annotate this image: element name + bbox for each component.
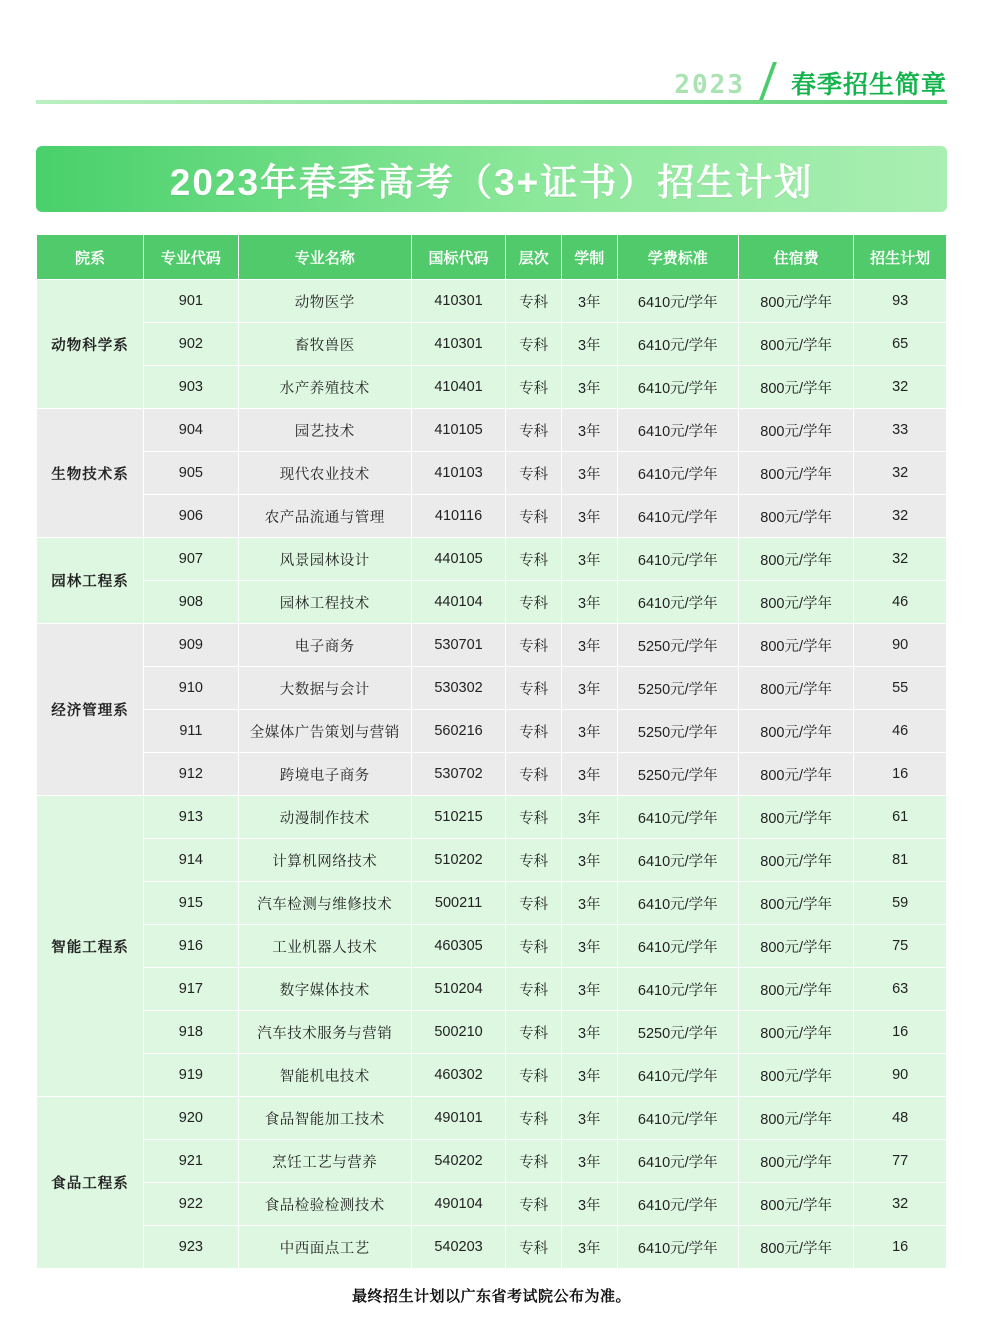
- table-header-row: [37, 235, 947, 280]
- level-cell: 专科: [506, 366, 562, 409]
- major-code-cell: 909: [144, 624, 239, 667]
- quota-cell: 61: [854, 796, 947, 839]
- duration-cell: 3年: [561, 624, 617, 667]
- major-code-cell: 907: [144, 538, 239, 581]
- department-cell: 经济管理系: [37, 624, 144, 796]
- quota-cell: 32: [854, 366, 947, 409]
- duration-cell: 3年: [561, 1183, 617, 1226]
- footnote: 最终招生计划以广东省考试院公布为准。: [351, 1288, 631, 1305]
- major-code-cell: 910: [144, 667, 239, 710]
- quota-cell: 33: [854, 409, 947, 452]
- level-cell: 专科: [506, 452, 562, 495]
- tuition-cell: 5250元/学年: [617, 753, 738, 796]
- slash-icon: [757, 64, 779, 98]
- duration-cell: 3年: [561, 968, 617, 1011]
- major-name-cell: 食品智能加工技术: [238, 1097, 411, 1140]
- dorm-fee-cell: 800元/学年: [739, 753, 854, 796]
- major-code-cell: 904: [144, 409, 239, 452]
- tuition-cell: 6410元/学年: [617, 1226, 738, 1269]
- tuition-cell: 5250元/学年: [617, 1011, 738, 1054]
- col-dept: 院系: [37, 235, 144, 280]
- table-row: [37, 366, 947, 409]
- national-code-cell: 530701: [411, 624, 506, 667]
- major-code-cell: 905: [144, 452, 239, 495]
- major-code-cell: 923: [144, 1226, 239, 1269]
- level-cell: 专科: [506, 1054, 562, 1097]
- major-name-cell: 汽车技术服务与营销: [238, 1011, 411, 1054]
- major-name-cell: 电子商务: [238, 624, 411, 667]
- tuition-cell: 6410元/学年: [617, 323, 738, 366]
- tuition-cell: 6410元/学年: [617, 495, 738, 538]
- dorm-fee-cell: 800元/学年: [739, 366, 854, 409]
- major-code-cell: 911: [144, 710, 239, 753]
- national-code-cell: 410116: [411, 495, 506, 538]
- table-row: [37, 1011, 947, 1054]
- major-code-cell: 918: [144, 1011, 239, 1054]
- major-name-cell: 汽车检测与维修技术: [238, 882, 411, 925]
- major-name-cell: 数字媒体技术: [238, 968, 411, 1011]
- dorm-fee-cell: 800元/学年: [739, 667, 854, 710]
- header-year: 2023: [674, 70, 745, 100]
- level-cell: 专科: [506, 1140, 562, 1183]
- duration-cell: 3年: [561, 323, 617, 366]
- major-code-cell: 903: [144, 366, 239, 409]
- level-cell: 专科: [506, 882, 562, 925]
- table-row: [37, 280, 947, 323]
- level-cell: 专科: [506, 1226, 562, 1269]
- dorm-fee-cell: 800元/学年: [739, 1140, 854, 1183]
- dorm-fee-cell: 800元/学年: [739, 882, 854, 925]
- dorm-fee-cell: 800元/学年: [739, 796, 854, 839]
- quota-cell: 77: [854, 1140, 947, 1183]
- duration-cell: 3年: [561, 796, 617, 839]
- table-row: [37, 1140, 947, 1183]
- level-cell: 专科: [506, 839, 562, 882]
- level-cell: 专科: [506, 280, 562, 323]
- level-cell: 专科: [506, 538, 562, 581]
- tuition-cell: 6410元/学年: [617, 452, 738, 495]
- table-row: [37, 753, 947, 796]
- level-cell: 专科: [506, 495, 562, 538]
- banner-title: 2023年春季高考（3+证书）招生计划: [169, 162, 814, 203]
- major-code-cell: 921: [144, 1140, 239, 1183]
- duration-cell: 3年: [561, 1140, 617, 1183]
- major-name-cell: 中西面点工艺: [238, 1226, 411, 1269]
- national-code-cell: 460302: [411, 1054, 506, 1097]
- quota-cell: 32: [854, 538, 947, 581]
- level-cell: 专科: [506, 1011, 562, 1054]
- national-code-cell: 540202: [411, 1140, 506, 1183]
- col-national-code: 国标代码: [411, 235, 506, 280]
- major-code-cell: 912: [144, 753, 239, 796]
- major-code-cell: 922: [144, 1183, 239, 1226]
- dorm-fee-cell: 800元/学年: [739, 1097, 854, 1140]
- quota-cell: 93: [854, 280, 947, 323]
- col-quota: 招生计划: [854, 235, 947, 280]
- quota-cell: 63: [854, 968, 947, 1011]
- page-header: [0, 0, 983, 110]
- table-row: [37, 495, 947, 538]
- quota-cell: 90: [854, 624, 947, 667]
- table-row: [37, 667, 947, 710]
- table-body: [37, 280, 947, 1269]
- quota-cell: 55: [854, 667, 947, 710]
- duration-cell: 3年: [561, 925, 617, 968]
- quota-cell: 65: [854, 323, 947, 366]
- major-code-cell: 916: [144, 925, 239, 968]
- dorm-fee-cell: 800元/学年: [739, 710, 854, 753]
- col-major-code: 专业代码: [144, 235, 239, 280]
- table-row: [37, 882, 947, 925]
- major-code-cell: 906: [144, 495, 239, 538]
- dorm-fee-cell: 800元/学年: [739, 538, 854, 581]
- dorm-fee-cell: 800元/学年: [739, 452, 854, 495]
- dorm-fee-cell: 800元/学年: [739, 925, 854, 968]
- major-code-cell: 917: [144, 968, 239, 1011]
- tuition-cell: 6410元/学年: [617, 280, 738, 323]
- major-code-cell: 901: [144, 280, 239, 323]
- national-code-cell: 500211: [411, 882, 506, 925]
- department-cell: 园林工程系: [37, 538, 144, 624]
- level-cell: 专科: [506, 624, 562, 667]
- quota-cell: 75: [854, 925, 947, 968]
- table-row: [37, 581, 947, 624]
- level-cell: 专科: [506, 1097, 562, 1140]
- duration-cell: 3年: [561, 753, 617, 796]
- table-row: [37, 1097, 947, 1140]
- duration-cell: 3年: [561, 1011, 617, 1054]
- major-code-cell: 914: [144, 839, 239, 882]
- table-row: [37, 538, 947, 581]
- table-row: [37, 839, 947, 882]
- header-divider: [36, 100, 947, 104]
- national-code-cell: 510204: [411, 968, 506, 1011]
- col-duration: 学制: [561, 235, 617, 280]
- tuition-cell: 6410元/学年: [617, 882, 738, 925]
- tuition-cell: 6410元/学年: [617, 581, 738, 624]
- quota-cell: 90: [854, 1054, 947, 1097]
- quota-cell: 81: [854, 839, 947, 882]
- major-name-cell: 计算机网络技术: [238, 839, 411, 882]
- national-code-cell: 540203: [411, 1226, 506, 1269]
- tuition-cell: 5250元/学年: [617, 624, 738, 667]
- col-major-name: 专业名称: [238, 235, 411, 280]
- table-row: [37, 409, 947, 452]
- dorm-fee-cell: 800元/学年: [739, 839, 854, 882]
- major-name-cell: 智能机电技术: [238, 1054, 411, 1097]
- quota-cell: 16: [854, 753, 947, 796]
- dorm-fee-cell: 800元/学年: [739, 1183, 854, 1226]
- level-cell: 专科: [506, 968, 562, 1011]
- major-name-cell: 大数据与会计: [238, 667, 411, 710]
- table-row: [37, 925, 947, 968]
- dorm-fee-cell: 800元/学年: [739, 495, 854, 538]
- level-cell: 专科: [506, 796, 562, 839]
- department-cell: 动物科学系: [37, 280, 144, 409]
- header-brand: [674, 64, 947, 98]
- table-row: [37, 1226, 947, 1269]
- major-name-cell: 全媒体广告策划与营销: [238, 710, 411, 753]
- quota-cell: 16: [854, 1226, 947, 1269]
- col-level: 层次: [506, 235, 562, 280]
- department-cell: 生物技术系: [37, 409, 144, 538]
- national-code-cell: 490104: [411, 1183, 506, 1226]
- dorm-fee-cell: 800元/学年: [739, 323, 854, 366]
- level-cell: 专科: [506, 1183, 562, 1226]
- dorm-fee-cell: 800元/学年: [739, 280, 854, 323]
- level-cell: 专科: [506, 667, 562, 710]
- quota-cell: 46: [854, 710, 947, 753]
- major-code-cell: 902: [144, 323, 239, 366]
- national-code-cell: 560216: [411, 710, 506, 753]
- major-name-cell: 食品检验检测技术: [238, 1183, 411, 1226]
- duration-cell: 3年: [561, 538, 617, 581]
- tuition-cell: 6410元/学年: [617, 409, 738, 452]
- level-cell: 专科: [506, 925, 562, 968]
- major-code-cell: 908: [144, 581, 239, 624]
- national-code-cell: 460305: [411, 925, 506, 968]
- national-code-cell: 410103: [411, 452, 506, 495]
- duration-cell: 3年: [561, 366, 617, 409]
- major-name-cell: 动漫制作技术: [238, 796, 411, 839]
- quota-cell: 32: [854, 452, 947, 495]
- quota-cell: 16: [854, 1011, 947, 1054]
- national-code-cell: 510215: [411, 796, 506, 839]
- admission-plan-table: [36, 234, 947, 1269]
- quota-cell: 32: [854, 1183, 947, 1226]
- national-code-cell: 410401: [411, 366, 506, 409]
- major-name-cell: 风景园林设计: [238, 538, 411, 581]
- tuition-cell: 5250元/学年: [617, 710, 738, 753]
- tuition-cell: 6410元/学年: [617, 1183, 738, 1226]
- national-code-cell: 410301: [411, 323, 506, 366]
- national-code-cell: 500210: [411, 1011, 506, 1054]
- col-dorm-fee: 住宿费: [739, 235, 854, 280]
- dorm-fee-cell: 800元/学年: [739, 409, 854, 452]
- duration-cell: 3年: [561, 1054, 617, 1097]
- national-code-cell: 530702: [411, 753, 506, 796]
- department-cell: 食品工程系: [37, 1097, 144, 1269]
- duration-cell: 3年: [561, 882, 617, 925]
- table-row: [37, 1183, 947, 1226]
- dorm-fee-cell: 800元/学年: [739, 1226, 854, 1269]
- duration-cell: 3年: [561, 710, 617, 753]
- major-name-cell: 园艺技术: [238, 409, 411, 452]
- tuition-cell: 6410元/学年: [617, 538, 738, 581]
- tuition-cell: 6410元/学年: [617, 968, 738, 1011]
- level-cell: 专科: [506, 710, 562, 753]
- dorm-fee-cell: 800元/学年: [739, 968, 854, 1011]
- national-code-cell: 410105: [411, 409, 506, 452]
- header-title: 春季招生简章: [790, 71, 947, 99]
- tuition-cell: 6410元/学年: [617, 839, 738, 882]
- duration-cell: 3年: [561, 409, 617, 452]
- level-cell: 专科: [506, 323, 562, 366]
- table-row: [37, 323, 947, 366]
- banner: [36, 146, 947, 212]
- duration-cell: 3年: [561, 1226, 617, 1269]
- tuition-cell: 6410元/学年: [617, 796, 738, 839]
- tuition-cell: 6410元/学年: [617, 366, 738, 409]
- duration-cell: 3年: [561, 581, 617, 624]
- national-code-cell: 530302: [411, 667, 506, 710]
- major-name-cell: 农产品流通与管理: [238, 495, 411, 538]
- major-name-cell: 烹饪工艺与营养: [238, 1140, 411, 1183]
- quota-cell: 48: [854, 1097, 947, 1140]
- dorm-fee-cell: 800元/学年: [739, 624, 854, 667]
- table-row: [37, 710, 947, 753]
- level-cell: 专科: [506, 581, 562, 624]
- duration-cell: 3年: [561, 495, 617, 538]
- duration-cell: 3年: [561, 667, 617, 710]
- dorm-fee-cell: 800元/学年: [739, 581, 854, 624]
- tuition-cell: 6410元/学年: [617, 1054, 738, 1097]
- dorm-fee-cell: 800元/学年: [739, 1011, 854, 1054]
- national-code-cell: 490101: [411, 1097, 506, 1140]
- major-code-cell: 915: [144, 882, 239, 925]
- quota-cell: 32: [854, 495, 947, 538]
- quota-cell: 59: [854, 882, 947, 925]
- major-code-cell: 913: [144, 796, 239, 839]
- department-cell: 智能工程系: [37, 796, 144, 1097]
- quota-cell: 46: [854, 581, 947, 624]
- table-row: [37, 452, 947, 495]
- national-code-cell: 440105: [411, 538, 506, 581]
- tuition-cell: 6410元/学年: [617, 925, 738, 968]
- table-head: [37, 235, 947, 280]
- duration-cell: 3年: [561, 839, 617, 882]
- major-code-cell: 920: [144, 1097, 239, 1140]
- national-code-cell: 440104: [411, 581, 506, 624]
- dorm-fee-cell: 800元/学年: [739, 1054, 854, 1097]
- major-code-cell: 919: [144, 1054, 239, 1097]
- tuition-cell: 6410元/学年: [617, 1097, 738, 1140]
- major-name-cell: 跨境电子商务: [238, 753, 411, 796]
- duration-cell: 3年: [561, 280, 617, 323]
- level-cell: 专科: [506, 753, 562, 796]
- level-cell: 专科: [506, 409, 562, 452]
- table-row: [37, 968, 947, 1011]
- table-row: [37, 624, 947, 667]
- major-name-cell: 水产养殖技术: [238, 366, 411, 409]
- duration-cell: 3年: [561, 1097, 617, 1140]
- tuition-cell: 5250元/学年: [617, 667, 738, 710]
- major-name-cell: 动物医学: [238, 280, 411, 323]
- tuition-cell: 6410元/学年: [617, 1140, 738, 1183]
- plan-table-wrap: [36, 234, 947, 1306]
- major-name-cell: 工业机器人技术: [238, 925, 411, 968]
- national-code-cell: 510202: [411, 839, 506, 882]
- major-name-cell: 畜牧兽医: [238, 323, 411, 366]
- table-row: [37, 796, 947, 839]
- national-code-cell: 410301: [411, 280, 506, 323]
- table-row: [37, 1054, 947, 1097]
- major-name-cell: 园林工程技术: [238, 581, 411, 624]
- col-tuition: 学费标准: [617, 235, 738, 280]
- major-name-cell: 现代农业技术: [238, 452, 411, 495]
- duration-cell: 3年: [561, 452, 617, 495]
